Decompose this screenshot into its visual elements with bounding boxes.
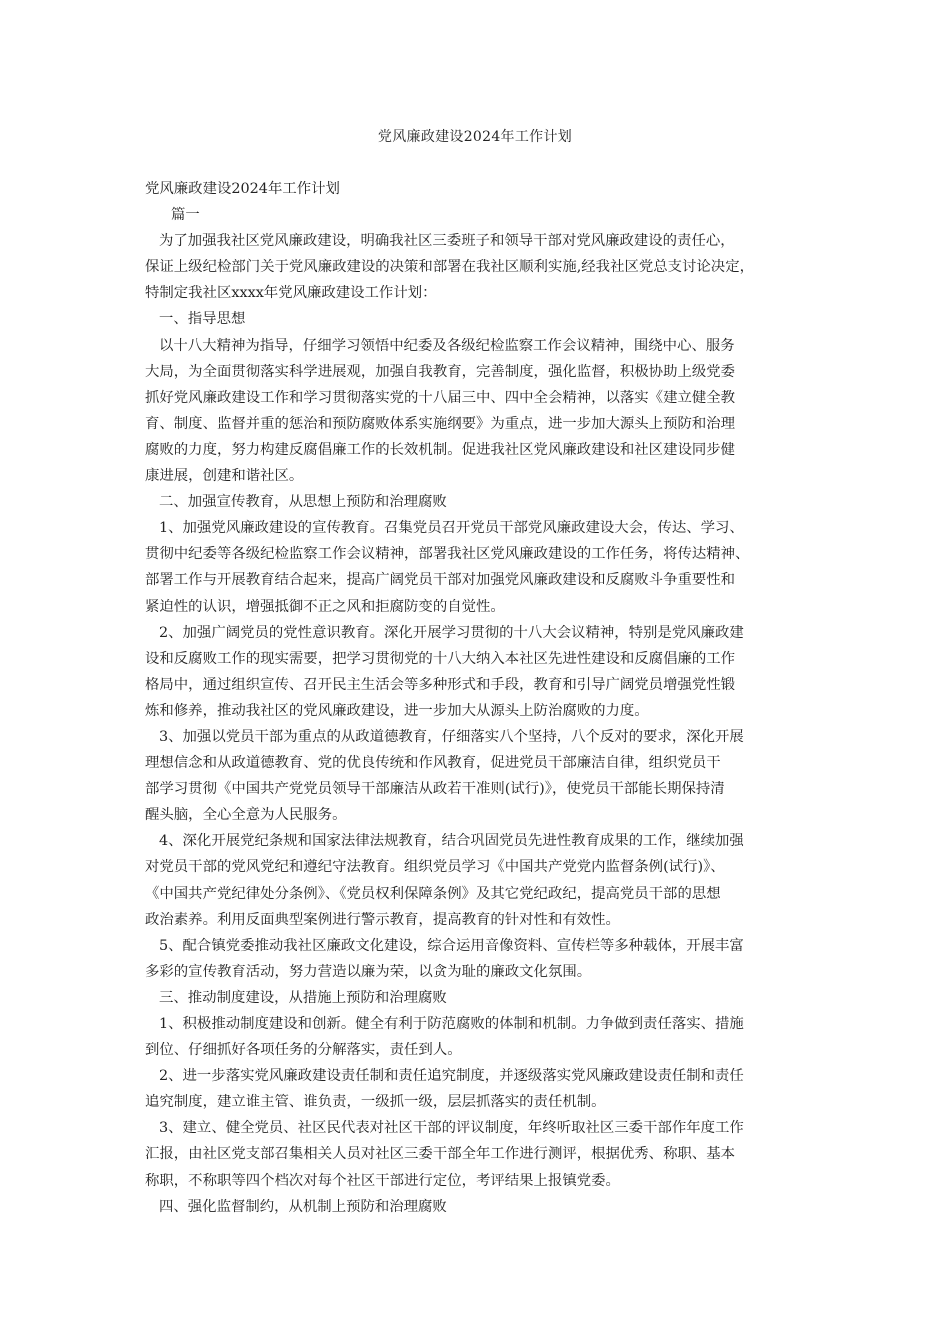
text-line: 3、建立、健全党员、社区民代表对社区干部的评议制度，年终听取社区三委干部作年度工作 (159, 1120, 744, 1137)
text-line: 格局中，通过组织宣传、召开民主生活会等多种形式和手段，教育和引导广阔党员增强党性锻 (145, 676, 736, 693)
text-line: 醒头脑，全心全意为人民服务。 (145, 807, 347, 824)
text-line: 汇报，由社区党支部召集相关人员对社区三委干部全年工作进行测评，根据优秀、称职、基本 (145, 1146, 736, 1163)
text-line: 大局，为全面贯彻落实科学进展观，加强自我教育，完善制度，强化监督，积极协助上级党委 (145, 363, 736, 380)
text-line: 部署工作与开展教育结合起来，提高广阔党员干部对加强党风廉政建设和反腐败斗争重要性和 (145, 572, 736, 589)
text-line: 部学习贯彻《中国共产党党员领导干部廉洁从政若干准则(试行)》，使党员干部能长期保持清 (145, 781, 725, 798)
text-line: 5、配合镇党委推动我社区廉政文化建设，综合运用音像资料、宣传栏等多种载体，开展丰富 (159, 937, 744, 954)
text-line: 二、加强宣传教育，从思想上预防和治理腐败 (159, 494, 447, 511)
text-line: 2、加强广阔党员的党性意识教育。深化开展学习贯彻的十八大会议精神，特别是党风廉政建 (159, 624, 744, 641)
text-line: 三、推动制度建设，从措施上预防和治理腐败 (159, 989, 447, 1006)
text-line: 4、深化开展党纪条规和国家法律法规教育，结合巩固党员先进性教育成果的工作，继续加强 (159, 833, 744, 850)
text-line: 贯彻中纪委等各级纪检监察工作会议精神，部署我社区党风廉政建设的工作任务，将传达精神、 (145, 546, 750, 563)
document-body (145, 176, 813, 1220)
text-line: 《中国共产党纪律处分条例》、《党员权利保障条例》及其它党纪政纪，提高党员干部的思想 (145, 885, 721, 902)
text-line: 称职，不称职等四个档次对每个社区干部进行定位，考评结果上报镇党委。 (145, 1172, 620, 1189)
text-line: 育、制度、监督并重的惩治和预防腐败体系实施纲要》为重点，进一步加大源头上预防和治理 (145, 415, 736, 432)
text-line: 以十八大精神为指导，仔细学习领悟中纪委及各级纪检监察工作会议精神，围绕中心、服务 (159, 337, 735, 354)
text-line: 特制定我社区xxxx年党风廉政建设工作计划： (145, 285, 437, 302)
page-title: 党风廉政建设2024年工作计划 (377, 129, 573, 145)
text-line: 康进展，创建和谐社区。 (145, 468, 304, 485)
text-line: 政治素养。利用反面典型案例进行警示教育，提高教育的针对性和有效性。 (145, 911, 620, 928)
text-line: 理想信念和从政道德教育、党的优良传统和作风教育，促进党员干部廉洁自律，组织党员干 (145, 755, 721, 772)
text-line: 2、进一步落实党风廉政建设责任制和责任追究制度，并逐级落实党风廉政建设责任制和责任 (159, 1068, 744, 1085)
text-line: 一、指导思想 (159, 311, 246, 328)
text-line: 1、积极推动制度建设和创新。健全有利于防范腐败的体制和机制。力争做到责任落实、措施 (159, 1016, 744, 1032)
text-line: 设和反腐败工作的现实需要，把学习贯彻党的十八大纳入本社区先进性建设和反腐倡廉的工作 (145, 650, 736, 667)
text-line: 到位、仔细抓好各项任务的分解落实，责任到人。 (145, 1042, 462, 1059)
text-line: 1、加强党风廉政建设的宣传教育。召集党员召开党员干部党风廉政建设大会，传达、学习、 (159, 520, 744, 537)
text-line: 四、强化监督制约，从机制上预防和治理腐败 (159, 1198, 447, 1215)
text-line: 紧迫性的认识，增强抵御不正之风和拒腐防变的自觉性。 (145, 598, 505, 615)
text-line: 3、加强以党员干部为重点的从政道德教育，仔细落实八个坚持，八个反对的要求，深化开展 (159, 728, 744, 745)
text-line: 为了加强我社区党风廉政建设，明确我社区三委班子和领导干部对党风廉政建设的责任心， (159, 233, 735, 250)
text-line: 篇一 (171, 207, 200, 224)
text-line: 抓好党风廉政建设工作和学习贯彻落实党的十八届三中、四中全会精神，以落实《建立健全教 (145, 389, 736, 406)
text-line: 多彩的宣传教育活动，努力营造以廉为荣，以贪为耻的廉政文化氛围。 (145, 963, 592, 980)
text-line: 追究制度，建立谁主管、谁负责，一级抓一级，层层抓落实的责任机制。 (145, 1094, 606, 1111)
text-line: 党风廉政建设2024年工作计划 (145, 181, 340, 197)
text-line: 对党员干部的党风党纪和遵纪守法教育。组织党员学习《中国共产党党内监督条例(试行)》、 (145, 859, 725, 876)
text-line: 保证上级纪检部门关于党风廉政建设的决策和部署在我社区顺利实施,经我社区党总支讨论决定， (145, 259, 754, 276)
text-line: 腐败的力度，努力构建反腐倡廉工作的长效机制。促进我社区党风廉政建设和社区建设同步健 (145, 441, 736, 458)
text-line: 炼和修养，推动我社区的党风廉政建设，进一步加大从源头上防治腐败的力度。 (145, 702, 649, 719)
